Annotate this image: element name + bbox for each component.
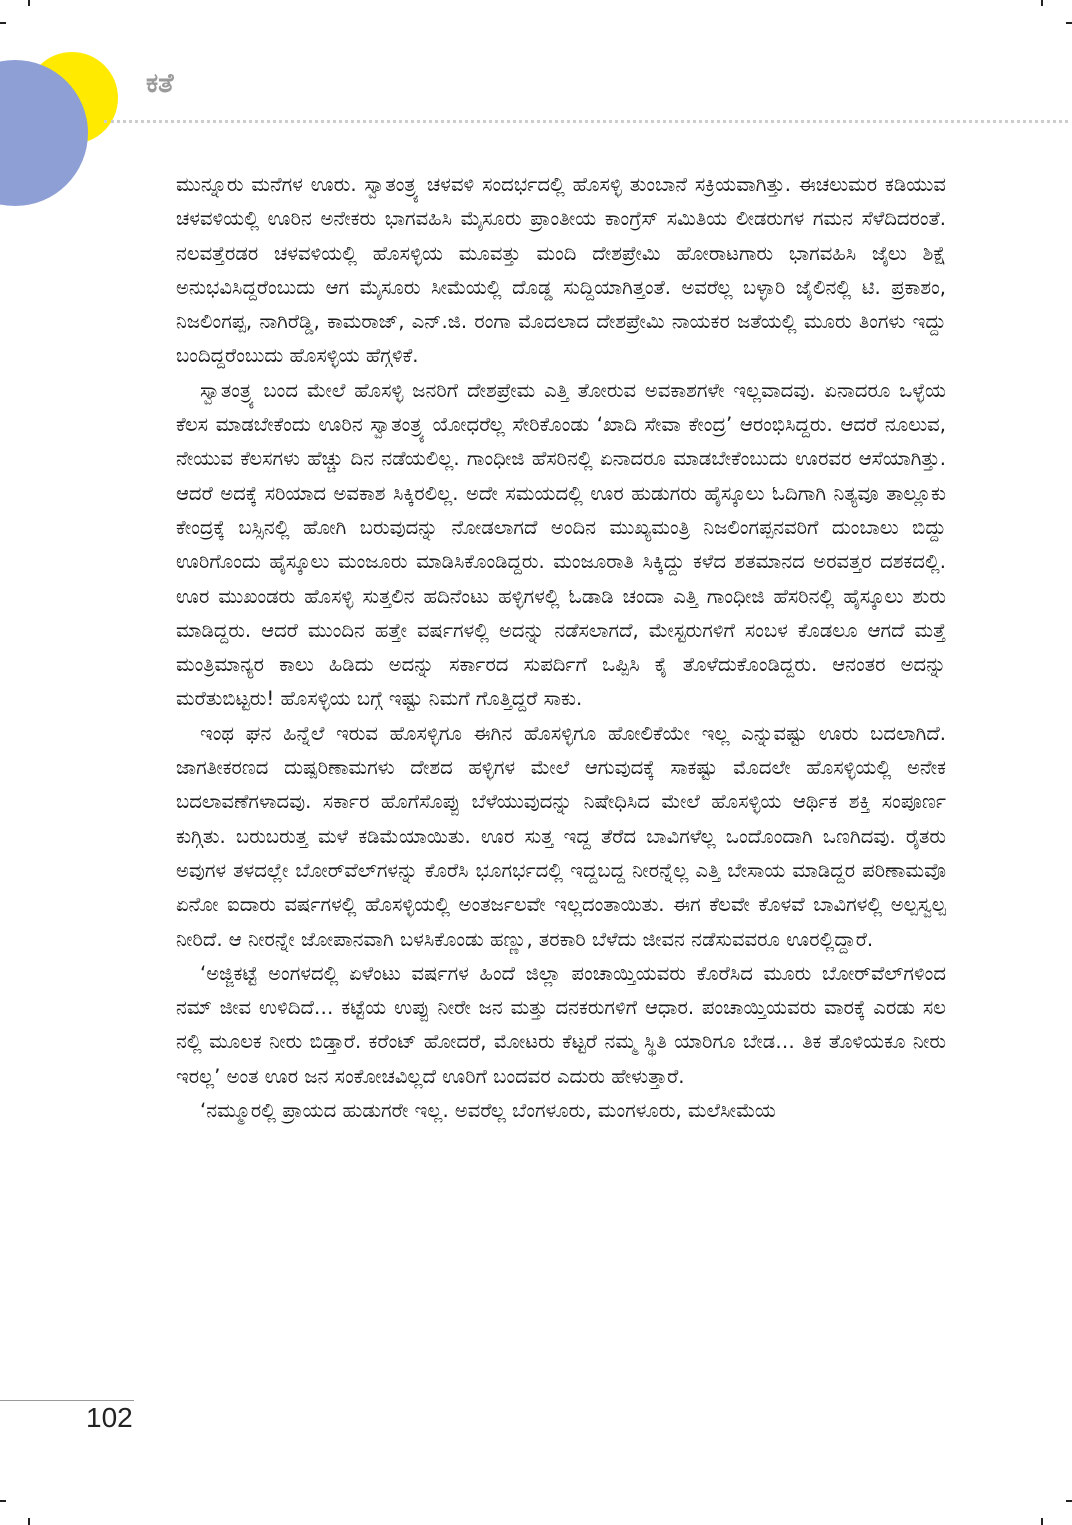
crop-mark-right-bottom — [1066, 1500, 1072, 1502]
crop-mark-bottom-left — [0, 1500, 6, 1502]
crop-mark-right-top — [1066, 22, 1072, 24]
paragraph-4: ‘ಅಜ್ಜಿಕಟ್ಟೆ ಅಂಗಳದಲ್ಲಿ ಏಳೆಂಟು ವರ್ಷಗಳ ಹಿಂದೆ ಜಿಲ್ಲಾ ಪಂಚಾಯ್ತಿಯವರು ಕೊರೆಸಿದ ಮೂರು ಬೋರ್‌ವೆಲ್‌ಗಳಿಂದ ನಮ್ ಜೀವ ಉಳಿದಿದೆ… ಕಟ್ಟೆಯ ಉಪ್ಪು ನೀರೇ ಜನ ಮತ್ತು ದನಕರುಗಳಿಗೆ ಆಧಾರ. ಪಂಚಾಯ್ತಿಯವರು ವಾರಕ್ಕೆ ಎರಡು ಸಲ ನಲ್ಲಿ ಮೂಲಕ ನೀರು ಬಿಡ್ತಾರೆ. ಕರೆಂಟ್ ಹೋದರೆ, ಮೋಟರು ಕೆಟ್ಟರೆ ನಮ್ಮ ಸ್ಥಿತಿ ಯಾರಿಗೂ ಬೇಡ… ತಿಕ ತೊಳಿಯಕೂ ನೀರು ಇರಲ್ಲ’ ಅಂತ ಊರ ಜನ ಸಂಕೋಚವಿಲ್ಲದೆ ಊರಿಗೆ ಬಂದವರ ಎದುರು ಹೇಳುತ್ತಾರೆ. — [176, 961, 946, 1088]
page-number: 102 — [86, 1402, 133, 1433]
header-dotted-rule — [104, 120, 1068, 123]
paragraph-1: ಮುನ್ನೂರು ಮನೆಗಳ ಊರು. ಸ್ವಾತಂತ್ರ್ಯ ಚಳವಳಿ ಸಂದರ್ಭದಲ್ಲಿ ಹೊಸಳ್ಳಿ ತುಂಬಾನೆ ಸಕ್ರಿಯವಾಗಿತ್ತು. ಈಚಲುಮರ ಕಡಿಯುವ ಚಳವಳಿಯಲ್ಲಿ ಊರಿನ ಅನೇಕರು ಭಾಗವಹಿಸಿ ಮೈಸೂರು ಪ್ರಾಂತೀಯ ಕಾಂಗ್ರೆಸ್ ಸಮಿತಿಯ ಲೀಡರುಗಳ ಗಮನ ಸೆಳೆದಿದರಂತೆ. ನಲವತ್ತೆರಡರ ಚಳವಳಿಯಲ್ಲಿ ಹೊಸಳ್ಳಿಯ ಮೂವತ್ತು ಮಂದಿ ದೇಶಪ್ರೇಮಿ ಹೋರಾಟಗಾರು ಭಾಗವಹಿಸಿ ಜೈಲು ಶಿಕ್ಷೆ ಅನುಭವಿಸಿದ್ದರೆಂಬುದು ಆಗ ಮೈಸೂರು ಸೀಮೆಯಲ್ಲಿ ದೊಡ್ಡ ಸುದ್ದಿಯಾಗಿತ್ತಂತೆ. ಅವರೆಲ್ಲ ಬಳ್ಳಾರಿ ಜೈಲಿನಲ್ಲಿ ಟಿ. ಪ್ರಕಾಶಂ, ನಿಜಲಿಂಗಪ್ಪ, ನಾಗಿರೆಡ್ಡಿ, ಕಾಮರಾಜ್, ಎನ್.ಜಿ. ರಂಗಾ ಮೊದಲಾದ ದೇಶಪ್ರೇಮಿ ನಾಯಕರ ಜತೆಯಲ್ಲಿ ಮೂರು ತಿಂಗಳು ಇದ್ದು ಬಂದಿದ್ದರೆಂಬುದು ಹೊಸಳ್ಳಿಯ ಹೆಗ್ಗಳಿಕೆ. — [176, 173, 947, 368]
paragraph-2: ಸ್ವಾತಂತ್ರ್ಯ ಬಂದ ಮೇಲೆ ಹೊಸಳ್ಳಿ ಜನರಿಗೆ ದೇಶಪ್ರೇಮ ಎತ್ತಿ ತೋರುವ ಅವಕಾಶಗಳೇ ಇಲ್ಲವಾದವು. ಏನಾದರೂ ಒಳ್ಳೆಯ ಕೆಲಸ ಮಾಡಬೇಕೆಂದು ಊರಿನ ಸ್ವಾತಂತ್ರ್ಯ ಯೋಧರೆಲ್ಲ ಸೇರಿಕೊಂಡು ‘ಖಾದಿ ಸೇವಾ ಕೇಂದ್ರ’ ಆರಂಭಿಸಿದ್ದರು. ಆದರೆ ನೂಲುವ, ನೇಯುವ ಕೆಲಸಗಳು ಹೆಚ್ಚು ದಿನ ನಡೆಯಲಿಲ್ಲ. ಗಾಂಧೀಜಿ ಹೆಸರಿನಲ್ಲಿ ಏನಾದರೂ ಮಾಡಬೇಕೆಂಬುದು ಊರವರ ಆಸೆಯಾಗಿತ್ತು. ಆದರೆ ಅದಕ್ಕೆ ಸರಿಯಾದ ಅವಕಾಶ ಸಿಕ್ಕಿರಲಿಲ್ಲ. ಅದೇ ಸಮಯದಲ್ಲಿ ಊರ ಹುಡುಗರು ಹೈಸ್ಕೂಲು ಓದಿಗಾಗಿ ನಿತ್ಯವೂ ತಾಲ್ಲೂಕು ಕೇಂದ್ರಕ್ಕೆ ಬಸ್ಸಿನಲ್ಲಿ ಹೋಗಿ ಬರುವುದನ್ನು ನೋಡಲಾಗದೆ ಅಂದಿನ ಮುಖ್ಯಮಂತ್ರಿ ನಿಜಲಿಂಗಪ್ಪನವರಿಗೆ ದುಂಬಾಲು ಬಿದ್ದು ಊರಿಗೊಂದು ಹೈಸ್ಕೂಲು ಮಂಜೂರು ಮಾಡಿಸಿಕೊಂಡಿದ್ದರು. ಮಂಜೂರಾತಿ ಸಿಕ್ಕಿದ್ದು ಕಳೆದ ಶತಮಾನದ ಅರವತ್ತರ ದಶಕದಲ್ಲಿ. ಊರ ಮುಖಂಡರು ಹೊಸಳ್ಳಿ ಸುತ್ತಲಿನ ಹದಿನೆಂಟು ಹಳ್ಳಿಗಳಲ್ಲಿ ಓಡಾಡಿ ಚಂದಾ ಎತ್ತಿ ಗಾಂಧೀಜಿ ಹೆಸರಿನಲ್ಲಿ ಹೈಸ್ಕೂಲು ಶುರು ಮಾಡಿದ್ದರು. ಆದರೆ ಮುಂದಿನ ಹತ್ತೇ ವರ್ಷಗಳಲ್ಲಿ ಅದನ್ನು ನಡೆಸಲಾಗದೆ, ಮೇಸ್ಟರುಗಳಿಗೆ ಸಂಬಳ ಕೊಡಲೂ ಆಗದೆ ಮತ್ತೆ ಮಂತ್ರಿಮಾನ್ಯರ ಕಾಲು ಹಿಡಿದು ಅದನ್ನು ಸರ್ಕಾರದ ಸುಪರ್ದಿಗೆ ಒಪ್ಪಿಸಿ ಕೈ ತೊಳೆದುಕೊಂಡಿದ್ದರು. ಆನಂತರ ಅದನ್ನು ಮರೆತುಬಿಟ್ಟರು! ಹೊಸಳ್ಳಿಯ ಬಗ್ಗೆ ಇಷ್ಟು ನಿಮಗೆ ಗೊತ್ತಿದ್ದರೆ ಸಾಕು. — [176, 378, 946, 711]
crop-mark-bottom-center — [28, 1518, 30, 1525]
story-body — [176, 168, 946, 1128]
section-title: ಕತೆ — [146, 68, 174, 99]
paragraph-3: ಇಂಥ ಘನ ಹಿನ್ನೆಲೆ ಇರುವ ಹೊಸಳ್ಳಿಗೂ ಈಗಿನ ಹೊಸಳ್ಳಿಗೂ ಹೋಲಿಕೆಯೇ ಇಲ್ಲ ಎನ್ನುವಷ್ಟು ಊರು ಬದಲಾಗಿದೆ. ಜಾಗತೀಕರಣದ ದುಷ್ಪರಿಣಾಮಗಳು ದೇಶದ ಹಳ್ಳಿಗಳ ಮೇಲೆ ಆಗುವುದಕ್ಕೆ ಸಾಕಷ್ಟು ಮೊದಲೇ ಹೊಸಳ್ಳಿಯಲ್ಲಿ ಅನೇಕ ಬದಲಾವಣೆಗಳಾದವು. ಸರ್ಕಾರ ಹೊಗೆಸೊಪ್ಪು ಬೆಳೆಯುವುದನ್ನು ನಿಷೇಧಿಸಿದ ಮೇಲೆ ಹೊಸಳ್ಳಿಯ ಆರ್ಥಿಕ ಶಕ್ತಿ ಸಂಪೂರ್ಣ ಕುಗ್ಗಿತು. ಬರುಬರುತ್ತ ಮಳೆ ಕಡಿಮೆಯಾಯಿತು. ಊರ ಸುತ್ತ ಇದ್ದ ತೆರೆದ ಬಾವಿಗಳೆಲ್ಲ ಒಂದೊಂದಾಗಿ ಒಣಗಿದವು. ರೈತರು ಅವುಗಳ ತಳದಲ್ಲೇ ಬೋರ್‌ವೆಲ್‌ಗಳನ್ನು ಕೊರೆಸಿ ಭೂಗರ್ಭದಲ್ಲಿ ಇದ್ದಬದ್ದ ನೀರನ್ನೆಲ್ಲ ಎತ್ತಿ ಬೇಸಾಯ ಮಾಡಿದ್ದರ ಪರಿಣಾಮವೊ ಏನೋ ಐದಾರು ವರ್ಷಗಳಲ್ಲಿ ಹೊಸಳ್ಳಿಯಲ್ಲಿ ಅಂತರ್ಜಲವೇ ಇಲ್ಲದಂತಾಯಿತು. ಈಗ ಕೆಲವೇ ಕೊಳವೆ ಬಾವಿಗಳಲ್ಲಿ ಅಲ್ಪಸ್ವಲ್ಪ ನೀರಿದೆ. ಆ ನೀರನ್ನೇ ಜೋಪಾನವಾಗಿ ಬಳಸಿಕೊಂಡು ಹಣ್ಣು, ತರಕಾರಿ ಬೆಳೆದು ಜೀವನ ನಡೆಸುವವರೂ ಊರಲ್ಲಿದ್ದಾರೆ. — [176, 721, 946, 951]
crop-mark-top-center — [28, 0, 30, 6]
paragraph-5: ‘ನಮ್ಮೂರಲ್ಲಿ ಪ್ರಾಯದ ಹುಡುಗರೇ ಇಲ್ಲ. ಅವರೆಲ್ಲ ಬೆಂಗಳೂರು, ಮಂಗಳೂರು, ಮಲೆಸೀಮೆಯ — [200, 1099, 776, 1123]
crop-mark-top-right — [1041, 0, 1043, 6]
crop-mark-bottom-right — [1041, 1518, 1043, 1525]
crop-mark-top-left — [0, 22, 6, 24]
footer-rule — [0, 1400, 134, 1401]
